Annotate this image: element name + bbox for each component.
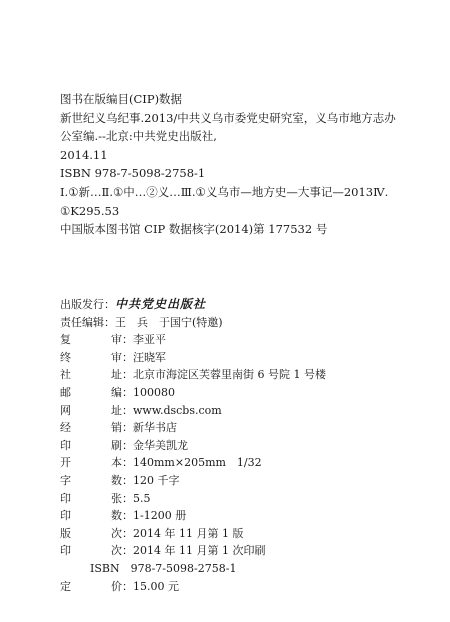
imprint-row-label: 印 张	[60, 491, 122, 505]
imprint-row-sep: ：	[122, 544, 133, 558]
cip-title-line-1: 新世纪义乌纪事.2013/中共义乌市委党史研究室，义乌市地方志办	[60, 110, 396, 125]
publisher-logo: 中共党史出版社	[115, 297, 207, 311]
imprint-row	[60, 472, 420, 490]
imprint-row-sep: ：	[122, 526, 133, 540]
imprint-row-value: 2014 年 11 月第 1 次印刷	[133, 544, 266, 558]
imprint-row-value: 120 千字	[133, 473, 180, 487]
imprint-row-value: 1-1200 册	[133, 509, 187, 523]
publisher-label: 出版发行：	[60, 298, 115, 311]
imprint-row-label: 复 审	[60, 333, 122, 347]
isbn-value: ISBN 978-7-5098-2758-1	[90, 561, 237, 575]
cip-block	[60, 90, 420, 239]
imprint-row-sep: ：	[122, 350, 133, 364]
imprint-row-value: 100080	[133, 385, 175, 399]
imprint-row-label: 印 刷	[60, 438, 122, 452]
cip-record: 中国版本图书馆 CIP 数据核字(2014)第 177532 号	[60, 222, 328, 237]
imprint-row	[60, 454, 420, 472]
editor-value: 王 兵 于国宁(特邀)	[115, 315, 223, 329]
imprint-row-label: 社 址	[60, 368, 122, 382]
imprint-row-sep: ：	[122, 491, 133, 505]
imprint-block	[60, 296, 420, 595]
imprint-row-sep: ：	[122, 368, 133, 382]
imprint-row	[60, 542, 420, 560]
imprint-row-label: 邮 编	[60, 385, 122, 399]
imprint-row-value: 汪晓军	[133, 350, 166, 364]
cip-isbn: ISBN 978-7-5098-2758-1	[60, 166, 206, 181]
imprint-row-label: 版 次	[60, 526, 122, 540]
imprint-row-label: 开 本	[60, 456, 122, 470]
imprint-row	[60, 349, 420, 367]
imprint-row	[60, 437, 420, 455]
editor-row	[60, 314, 420, 332]
imprint-row	[60, 525, 420, 543]
imprint-row-label: 网 址	[60, 403, 122, 417]
imprint-row-value: 2014 年 11 月第 1 版	[133, 526, 244, 540]
imprint-row-value: 140mm×205mm 1/32	[133, 456, 262, 470]
imprint-row-sep: ：	[122, 509, 133, 523]
imprint-row-value: 新华书店	[133, 421, 177, 435]
imprint-row-value: 北京市海淀区芙蓉里南街 6 号院 1 号楼	[133, 368, 326, 382]
cip-title-line-2: 公室编.--北京:中共党史出版社,	[60, 129, 217, 144]
imprint-row	[60, 366, 420, 384]
cip-subjects-line-2: ①K295.53	[60, 203, 120, 218]
imprint-row-label: 印 数	[60, 509, 122, 523]
imprint-row-label: 字 数	[60, 473, 122, 487]
isbn-row	[60, 560, 420, 578]
price-value: 15.00 元	[133, 579, 179, 593]
imprint-row-sep: ：	[122, 403, 133, 417]
imprint-row-value: 李亚平	[133, 333, 166, 347]
cip-heading: 图书在版编目(CIP)数据	[60, 92, 183, 106]
price-label: 定 价	[60, 579, 122, 593]
imprint-row	[60, 384, 420, 402]
imprint-row-sep: ：	[122, 333, 133, 347]
imprint-row-sep: ：	[122, 456, 133, 470]
imprint-row	[60, 419, 420, 437]
imprint-row	[60, 331, 420, 349]
imprint-row-value: www.dscbs.com	[133, 403, 222, 417]
price-row	[60, 578, 420, 596]
publisher-row	[60, 296, 420, 314]
imprint-row	[60, 402, 420, 420]
editor-label: 责任编辑：	[60, 315, 115, 329]
imprint-row-sep: ：	[122, 421, 133, 435]
cip-subjects-line-1: Ⅰ.①新…Ⅱ.①中…②义…Ⅲ.①义乌市—地方史—大事记—2013Ⅳ.	[60, 184, 389, 199]
imprint-row-sep: ：	[122, 438, 133, 452]
imprint-row-sep: ：	[122, 473, 133, 487]
imprint-row-label: 印 次	[60, 544, 122, 558]
cip-year: 2014.11	[60, 147, 108, 162]
imprint-row-value: 金华美凯龙	[133, 438, 188, 452]
imprint-row-value: 5.5	[133, 491, 151, 505]
imprint-rows	[60, 331, 420, 560]
imprint-row	[60, 507, 420, 525]
imprint-row-label: 终 审	[60, 350, 122, 364]
imprint-row-label: 经 销	[60, 421, 122, 435]
imprint-row	[60, 490, 420, 508]
imprint-row-sep: ：	[122, 385, 133, 399]
price-sep: ：	[122, 579, 133, 593]
